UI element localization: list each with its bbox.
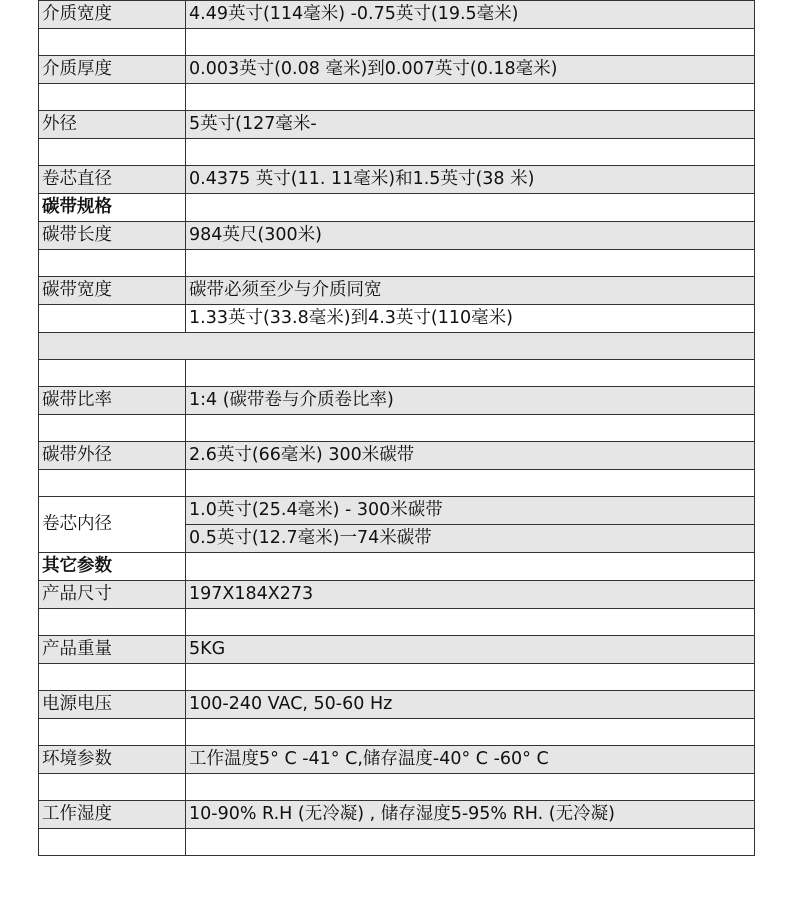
row-label xyxy=(39,250,186,277)
row-value: 100-240 VAC, 50-60 Hz xyxy=(186,691,755,719)
row-value xyxy=(186,664,755,691)
row-label xyxy=(39,360,186,387)
table-row xyxy=(39,139,755,166)
row-value xyxy=(186,609,755,636)
table-row xyxy=(39,415,755,442)
row-value xyxy=(186,194,755,222)
table-row xyxy=(39,774,755,801)
table-row xyxy=(39,305,755,333)
row-value xyxy=(186,774,755,801)
row-label: 环境参数 xyxy=(39,746,186,774)
table-row xyxy=(39,497,755,525)
table-row xyxy=(39,250,755,277)
row-label: 碳带比率 xyxy=(39,387,186,415)
row-value xyxy=(186,250,755,277)
row-value xyxy=(186,829,755,856)
table-row xyxy=(39,581,755,609)
row-label xyxy=(39,829,186,856)
row-value: 工作温度5° C -41° C,储存温度-40° C -60° C xyxy=(186,746,755,774)
row-label: 碳带长度 xyxy=(39,222,186,250)
table-row xyxy=(39,636,755,664)
spec-table xyxy=(38,0,755,856)
row-label xyxy=(39,84,186,111)
table-row xyxy=(39,664,755,691)
row-value: 197X184X273 xyxy=(186,581,755,609)
row-label: 介质宽度 xyxy=(39,1,186,29)
table-row xyxy=(39,277,755,305)
row-label xyxy=(39,415,186,442)
row-label: 产品尺寸 xyxy=(39,581,186,609)
table-row xyxy=(39,222,755,250)
table-row xyxy=(39,801,755,829)
row-label xyxy=(39,29,186,56)
row-value: 碳带必须至少与介质同宽 xyxy=(186,277,755,305)
row-value: 0.003英寸(0.08 毫米)到0.007英寸(0.18毫米) xyxy=(186,56,755,84)
row-value: 1:4 (碳带卷与介质卷比率) xyxy=(186,387,755,415)
section-header-row xyxy=(39,553,755,581)
table-row xyxy=(39,84,755,111)
row-value xyxy=(186,139,755,166)
row-label xyxy=(39,609,186,636)
row-label: 工作湿度 xyxy=(39,801,186,829)
section-header-row xyxy=(39,194,755,222)
row-value: 5KG xyxy=(186,636,755,664)
table-row xyxy=(39,746,755,774)
row-label: 介质厚度 xyxy=(39,56,186,84)
row-value xyxy=(186,29,755,56)
row-value: 0.4375 英寸(11. 11毫米)和1.5英寸(38 米) xyxy=(186,166,755,194)
table-row xyxy=(39,360,755,387)
table-row xyxy=(39,719,755,746)
row-label xyxy=(39,664,186,691)
table-row xyxy=(39,29,755,56)
row-value xyxy=(186,470,755,497)
table-row xyxy=(39,1,755,29)
row-value xyxy=(186,415,755,442)
table-row xyxy=(39,387,755,415)
row-value: 984英尺(300米) xyxy=(186,222,755,250)
row-label: 电源电压 xyxy=(39,691,186,719)
table-row xyxy=(39,111,755,139)
separator-row xyxy=(39,333,755,360)
row-label xyxy=(39,719,186,746)
table-row xyxy=(39,829,755,856)
table-row xyxy=(39,166,755,194)
row-label xyxy=(39,139,186,166)
row-value: 1.0英寸(25.4毫米) - 300米碳带 xyxy=(186,497,755,525)
table-row xyxy=(39,691,755,719)
separator-cell xyxy=(39,333,755,360)
row-label: 产品重量 xyxy=(39,636,186,664)
row-label: 碳带外径 xyxy=(39,442,186,470)
row-label: 碳带宽度 xyxy=(39,277,186,305)
row-value xyxy=(186,553,755,581)
row-value: 0.5英寸(12.7毫米)一74米碳带 xyxy=(186,525,755,553)
table-row xyxy=(39,609,755,636)
row-value: 10-90% R.H (无冷凝) , 储存湿度5-95% RH. (无冷凝) xyxy=(186,801,755,829)
table-row xyxy=(39,442,755,470)
section-title: 其它参数 xyxy=(39,553,186,581)
row-label xyxy=(39,305,186,333)
table-row xyxy=(39,470,755,497)
row-value xyxy=(186,84,755,111)
row-value: 2.6英寸(66毫米) 300米碳带 xyxy=(186,442,755,470)
row-label: 卷芯内径 xyxy=(39,497,186,553)
row-label: 卷芯直径 xyxy=(39,166,186,194)
row-label xyxy=(39,774,186,801)
row-value: 5英寸(127毫米- xyxy=(186,111,755,139)
row-label: 外径 xyxy=(39,111,186,139)
table-row xyxy=(39,56,755,84)
row-value xyxy=(186,719,755,746)
row-value: 1.33英寸(33.8毫米)到4.3英寸(110毫米) xyxy=(186,305,755,333)
section-title: 碳带规格 xyxy=(39,194,186,222)
row-value: 4.49英寸(114毫米) -0.75英寸(19.5毫米) xyxy=(186,1,755,29)
row-label xyxy=(39,470,186,497)
row-value xyxy=(186,360,755,387)
